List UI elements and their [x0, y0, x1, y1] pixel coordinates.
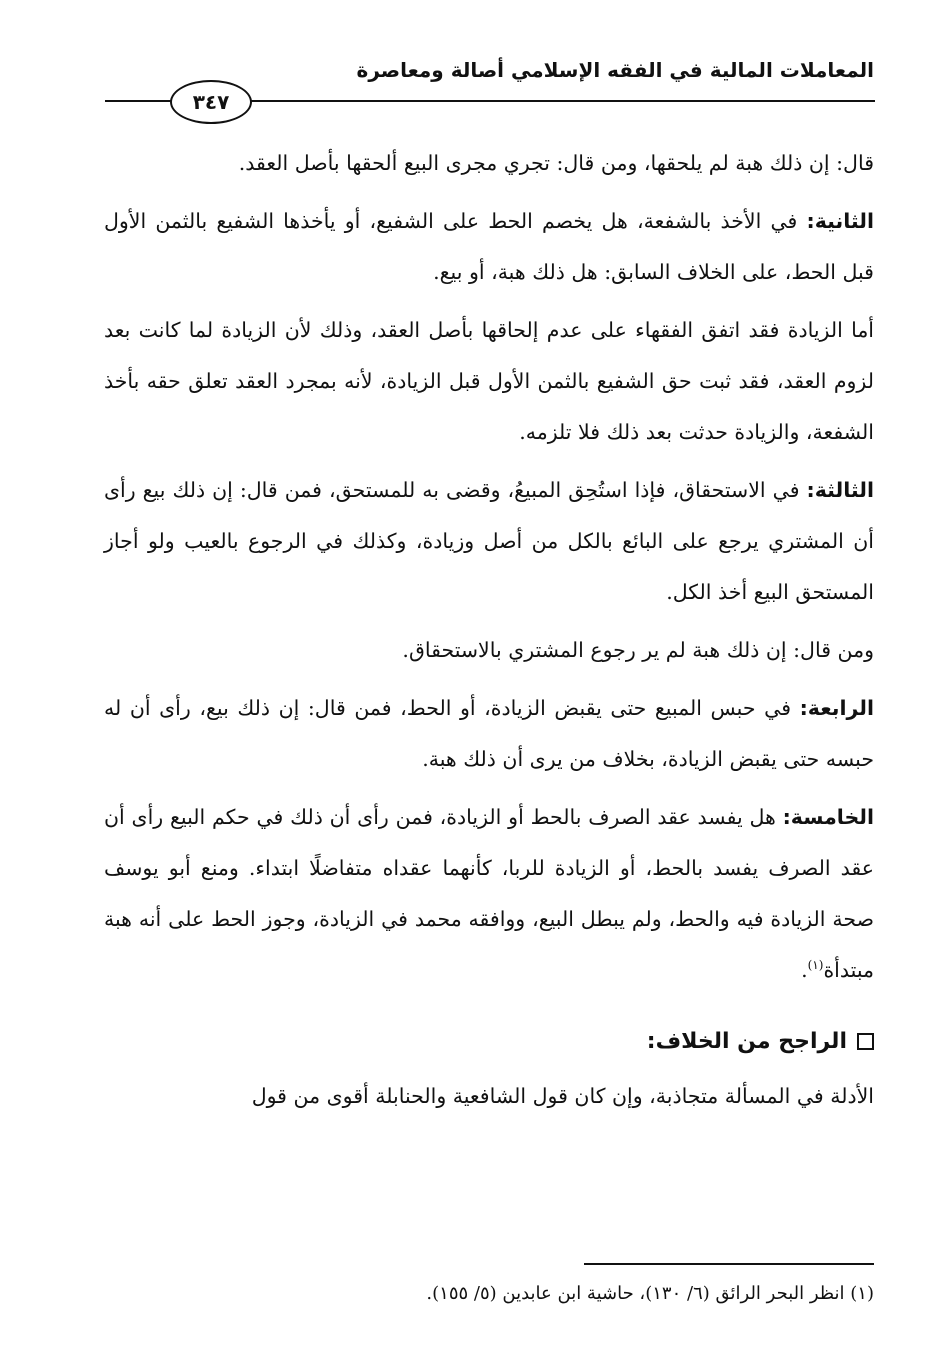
paragraph-1: قال: إن ذلك هبة لم يلحقها، ومن قال: تجري مجرى البيع ألحقها بأصل العقد. [238, 151, 874, 175]
footnote-rule [584, 1263, 874, 1265]
paragraph-7-lead: الخامسة: [782, 805, 874, 829]
page-number: ٣٤٧ [170, 80, 252, 124]
running-title: المعاملات المالية في الفقه الإسلامي أصالة ومعاصرة [356, 58, 874, 82]
paragraph-2-lead: الثانية: [806, 209, 874, 233]
paragraph-2 [104, 196, 874, 298]
body-text [104, 138, 874, 1129]
paragraph-3: أما الزيادة فقد اتفق الفقهاء على عدم إلحاقها بأصل العقد، وذلك لأن الزيادة لما كانت بعد لزوم العقد، فقد ثبت حق الشفيع بالثمن الأول قبل الزيادة، لأنه بمجرد العقد تعلق حقه بأخذ الشفعة، والزيادة حدثت بعد ذلك فلا تلزمه. [104, 318, 874, 444]
paragraph-4-lead: الثالثة: [806, 478, 874, 502]
paragraph-7-text: هل يفسد عقد الصرف بالحط أو الزيادة، فمن رأى أن ذلك في حكم البيع رأى أن عقد الصرف يفسد بالحط، أو الزيادة للربا، كأنهما عقداه متفاضلًا ابتداء. ومنع أبو يوسف صحة الزيادة فيه والحط، ولم يبطل البيع، ووافقه محمد في الزيادة، وجوز الحط على أنه هبة مبتدأة [104, 805, 874, 982]
footnote-reference[interactable]: (١) [807, 958, 824, 973]
paragraph-4 [104, 465, 874, 618]
paragraph-6-lead: الرابعة: [799, 696, 874, 720]
footnote-1: (١) انظر البحر الرائق (٦/ ١٣٠)، حاشية ابن عابدين (٥/ ١٥٥). [426, 1283, 874, 1304]
paragraph-6 [104, 683, 874, 785]
paragraph-7 [104, 792, 874, 996]
paragraph-7-end: . [801, 958, 808, 982]
paragraph-8: الأدلة في المسألة متجاذبة، وإن كان قول الشافعية والحنابلة أقوى من قول [251, 1084, 874, 1108]
paragraph-5: ومن قال: إن ذلك هبة لم ير رجوع المشتري بالاستحقاق. [402, 638, 874, 662]
paragraph-4-text: في الاستحقاق، فإذا استُحِق المبيعُ، وقضى به للمستحق، فمن قال: إن ذلك بيع رأى أن المشتري يرجع على البائع بالكل من أصل وزيادة، وكذلك في الرجوع بالعيب ولو أجاز المستحق البيع أخذ الكل. [104, 478, 874, 604]
section-heading-text: الراجح من الخلاف: [646, 1029, 847, 1054]
checkbox-icon [857, 1033, 874, 1050]
paragraph-2-text: في الأخذ بالشفعة، هل يخصم الحط على الشفيع، أو يأخذها الشفيع بالثمن الأول قبل الحط، على الخلاف السابق: هل ذلك هبة، أو بيع. [104, 209, 874, 284]
section-heading [104, 1016, 874, 1067]
paragraph-6-text: في حبس المبيع حتى يقبض الزيادة، أو الحط، فمن قال: إن ذلك بيع، رأى أن له حبسه حتى يقبض الزيادة، بخلاف من يرى أن ذلك هبة. [104, 696, 874, 771]
